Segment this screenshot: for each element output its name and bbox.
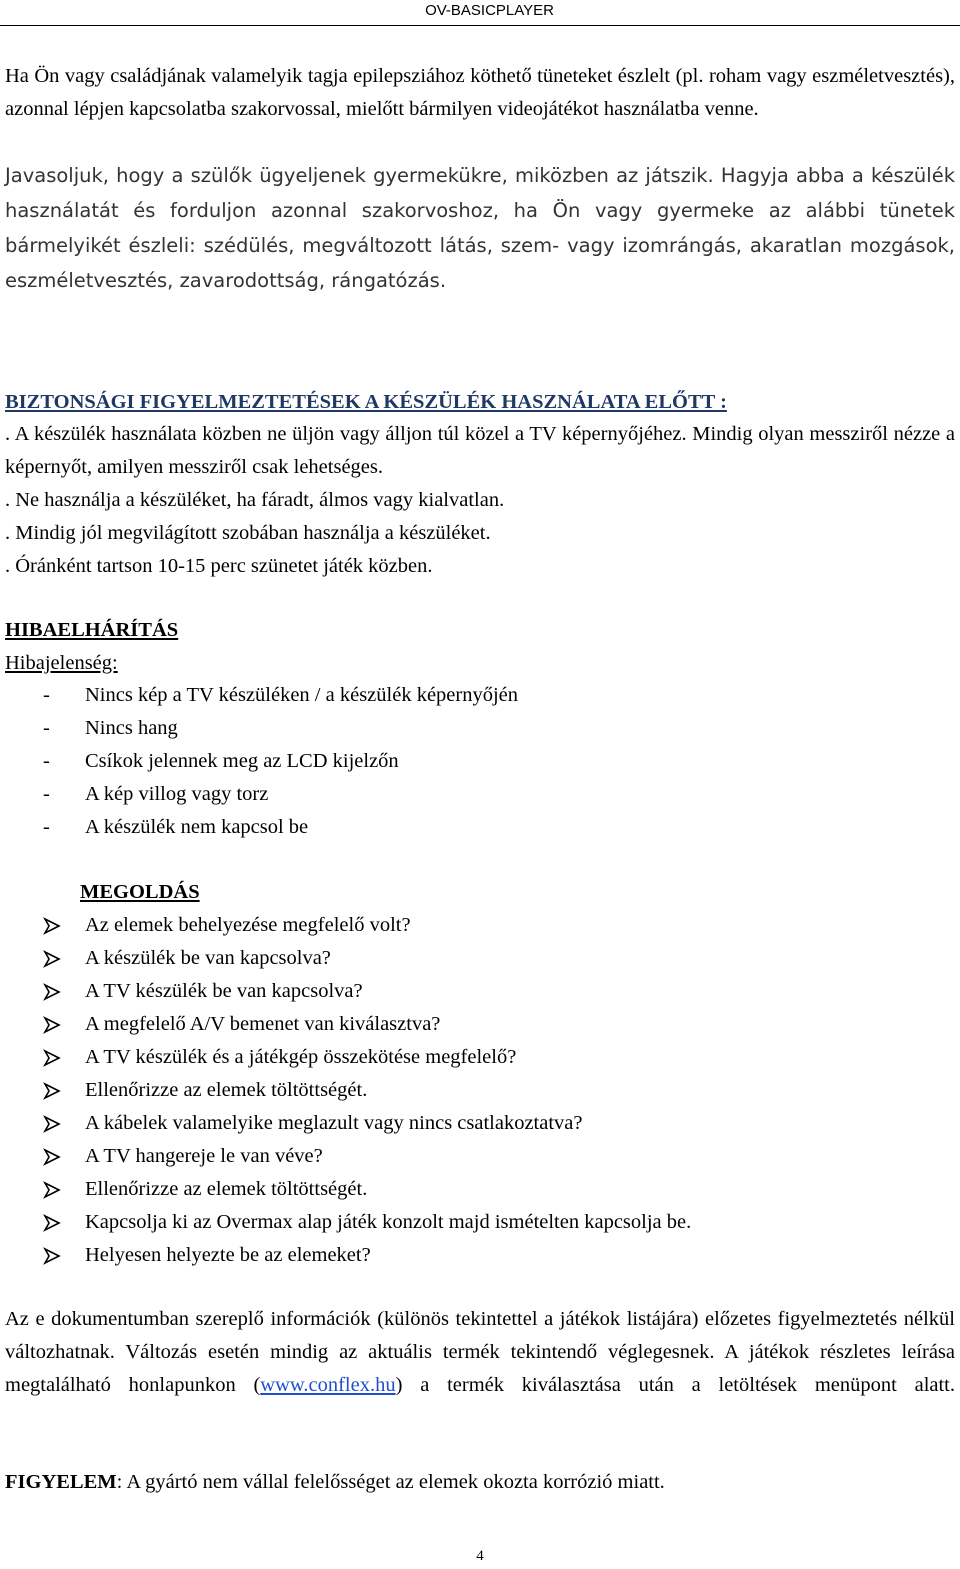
website-link[interactable]: www.conflex.hu <box>260 1374 396 1396</box>
solution-text: Ellenőrizze az elemek töltöttségét. <box>85 1178 368 1200</box>
arrow-bullet-icon <box>43 983 61 1001</box>
solution-text: Kapcsolja ki az Overmax alap játék konzolt majd ismételten kapcsolja be. <box>85 1211 692 1233</box>
arrow-bullet-icon <box>43 1049 61 1067</box>
solution-text: A készülék be van kapcsolva? <box>85 947 331 969</box>
page-number: 4 <box>476 1548 484 1564</box>
symptom-text: Nincs kép a TV készüléken / a készülék képernyőjén <box>85 684 519 706</box>
document-title: OV-BASICPLAYER <box>425 2 554 19</box>
arrow-bullet-icon <box>43 950 61 968</box>
dash-bullet: - <box>43 816 50 838</box>
symptom-text: A készülék nem kapcsol be <box>85 816 309 838</box>
solution-text: A TV készülék és a játékgép összekötése megfelelő? <box>85 1046 517 1068</box>
symptom-text: A kép villog vagy torz <box>85 783 269 805</box>
dash-bullet: - <box>43 684 50 706</box>
symptom-text: Nincs hang <box>85 717 178 739</box>
arrow-bullet-icon <box>43 1214 61 1232</box>
arrow-bullet-icon <box>43 1115 61 1133</box>
solution-text: A kábelek valamelyike meglazult vagy nincs csatlakoztatva? <box>85 1112 583 1134</box>
warning-text: : A gyártó nem vállal felelősséget az elemek okozta korrózió miatt. <box>116 1471 665 1493</box>
solution-text: Ellenőrizze az elemek töltöttségét. <box>85 1079 368 1101</box>
warning-line <box>5 1466 955 1499</box>
solution-text: Az elemek behelyezése megfelelő volt? <box>85 914 411 936</box>
notice-text: Az e dokumentumban szereplő információk (különös tekintettel a játékok listájára) előzetes figyelmeztetés nélkül változhatnak. Változás esetén mindig az aktuális termék tekintendő véglegesnek. A játékok részletes leírása megtalálható honlapunkon ( <box>5 1308 955 1396</box>
arrow-bullet-icon <box>43 1148 61 1166</box>
running-header <box>0 0 960 26</box>
symptom-text: Csíkok jelennek meg az LCD kijelzőn <box>85 750 399 772</box>
solution-text: A megfelelő A/V bemenet van kiválasztva? <box>85 1013 441 1035</box>
safety-item: . Óránként tartson 10-15 perc szünetet játék közben. <box>5 555 433 577</box>
solution-text: A TV készülék be van kapcsolva? <box>85 980 363 1002</box>
notice-paragraph <box>5 1303 955 1402</box>
solution-heading: MEGOLDÁS <box>80 881 200 903</box>
arrow-bullet-icon <box>43 1181 61 1199</box>
epilepsy-warning-paragraph: Ha Ön vagy családjának valamelyik tagja epilepsziához köthető tüneteket észlelt (pl. roham vagy eszméletvesztés), azonnal lépjen kapcsolatba szakorvossal, mielőtt bármilyen videojátékot használatba venne. <box>5 65 955 120</box>
troubleshooting-heading: HIBAELHÁRÍTÁS <box>5 619 179 641</box>
arrow-bullet-icon <box>43 917 61 935</box>
arrow-bullet-icon <box>43 1082 61 1100</box>
solution-text: Helyesen helyezte be az elemeket? <box>85 1244 371 1266</box>
supervision-sentence: Javasoljuk, hogy a szülők ügyeljenek gyermekükre, miközben az játszik. <box>5 164 714 187</box>
safety-heading: BIZTONSÁGI FIGYELMEZTETÉSEK A KÉSZÜLÉK HASZNÁLATA ELŐTT : <box>5 391 727 413</box>
warning-label: FIGYELEM <box>5 1471 117 1493</box>
dash-bullet: - <box>43 750 50 772</box>
arrow-bullet-icon <box>43 1016 61 1034</box>
symptoms-sentence: Hagyja abba a készülék használatát és forduljon azonnal szakorvoshoz, ha Ön vagy gyermeke az alábbi tünetek bármelyikét észleli: szédülés, megváltozott látás, szem- vagy izomrángás, akaratlan mozgások, eszméletvesztés, zavarodottság, rángatózás. <box>5 164 956 292</box>
dash-bullet: - <box>43 717 50 739</box>
symptom-label: Hibajelenség: <box>5 652 118 674</box>
solution-text: A TV hangereje le van véve? <box>85 1145 323 1167</box>
epilepsy-advice-paragraph <box>5 159 955 299</box>
arrow-bullet-icon <box>43 1247 61 1265</box>
dash-bullet: - <box>43 783 50 805</box>
safety-item: . Mindig jól megvilágított szobában használja a készüléket. <box>5 522 491 544</box>
notice-text-after-link: ) a termék kiválasztása után a letöltések menüpont alatt. <box>395 1374 955 1396</box>
safety-item: . Ne használja a készüléket, ha fáradt, álmos vagy kialvatlan. <box>5 489 505 511</box>
safety-item: . A készülék használata közben ne üljön vagy álljon túl közel a TV képernyőjéhez. Mindig olyan messziről nézze a képernyőt, amilyen messziről csak lehetséges. <box>5 423 955 478</box>
